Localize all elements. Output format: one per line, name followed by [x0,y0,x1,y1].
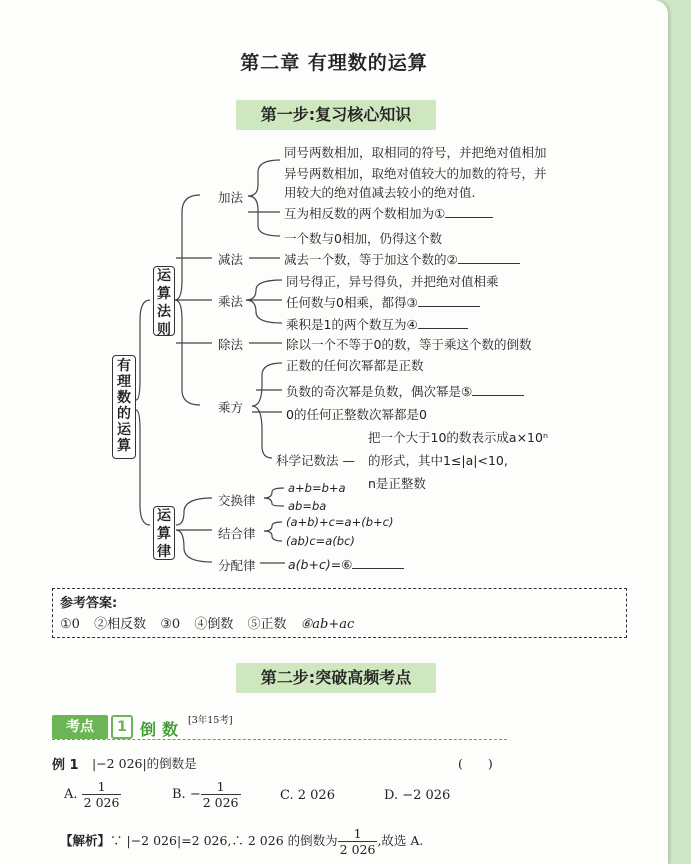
assoc-add: (a+b)+c=a+(b+c) [286,515,394,529]
add-rule-1: 同号两数相加，取相同的符号，并把绝对值相加 [284,145,547,160]
answer-item: ⑥ab+ac [300,617,355,632]
option-a[interactable]: A. $\frac{1}{2 026}$ [64,779,120,810]
answer-item: ②相反数 [94,617,147,632]
analysis-text: ∵ |−2 026|=2 026,∴ 2 026 的倒数为 [110,833,338,848]
step2-title: 第二步:突破高频考点 [260,668,412,687]
pow-rule-3: 0的任何正整数次幂都是0 [286,407,427,422]
dist-rule: a(b+c)=⑥ [288,556,404,572]
answer-item: ①0 [60,617,80,632]
sub-label: 减法 [218,252,244,267]
example-answer-paren: ( ) [458,756,493,771]
pow-label: 乘方 [218,400,244,415]
sub-rule: 减去一个数，等于加这个数的② [284,250,520,268]
mul-rule-2: 任何数与0相乘，都得③ [286,293,480,311]
comm-mul: ab=ba [288,499,327,513]
sci-label: 科学记数法 — [276,453,355,468]
add-rule-3: 用较大的绝对值减去较小的绝对值. [284,185,476,200]
chapter-title: 第二章 有理数的运算 [240,52,428,74]
laws-node: 运算律 [153,506,175,560]
answer-list [60,613,364,632]
div-rule: 除以一个不等于0的数，等于乘这个数的倒数 [286,337,532,352]
answer-item: ④倒数 [194,617,234,632]
option-c[interactable]: C. 2 026 [280,788,335,803]
option-d[interactable]: D. −2 026 [384,788,451,803]
step1-title: 第一步:复习核心知识 [260,105,412,124]
pow-rule-1: 正数的任何次幂都是正数 [286,358,424,373]
kaodian-title: 倒数 [140,720,185,739]
add-rule-2: 异号两数相加，取绝对值较大的加数的符号，并 [284,166,547,181]
option-b-fraction: $\frac{1}{2 026}$ [202,779,239,810]
comm-label: 交换律 [218,493,256,508]
example-question: |−2 026|的倒数是 [92,756,197,771]
kaodian-tag: 考点 [52,715,108,739]
answer-title: 参考答案: [60,596,118,611]
example-label: 例 1 [52,758,79,773]
assoc-mul: (ab)c=a(bc) [286,534,355,548]
root-node: 有理数的运算 [112,355,136,459]
analysis-conclusion: ,故选 A. [377,833,424,848]
kaodian-frequency: [3年15考] [188,715,233,726]
kaodian-number: 1 [111,715,133,739]
sci-line-2: 的形式，其中1≤|a|<10, [368,453,508,468]
add-rule-4: 互为相反数的两个数相加为① [284,204,493,222]
answer-item: ⑤正数 [247,617,287,632]
sci-line-1: 把一个大于10的数表示成a×10ⁿ [368,430,548,445]
sci-line-3: n是正整数 [368,476,426,491]
analysis-label: 【解析】 [60,833,111,848]
pow-rule-2: 负数的奇次幂是负数，偶次幂是⑤ [286,382,524,400]
mul-label: 乘法 [218,294,244,309]
assoc-label: 结合律 [218,526,256,541]
option-a-fraction: $\frac{1}{2 026}$ [83,779,120,810]
step2-banner [236,663,436,693]
analysis-fraction: $\frac{1}{2 026}$ [339,826,376,857]
option-b[interactable]: B. − $\frac{1}{2 026}$ [172,779,239,810]
answer-item: ③0 [160,617,181,632]
div-label: 除法 [218,337,244,352]
mul-rule-1: 同号得正，异号得负，并把绝对值相乘 [286,274,499,289]
add-rule-5: 一个数与0相加，仍得这个数 [284,231,442,246]
add-label: 加法 [218,190,244,205]
analysis [60,826,423,857]
mul-rule-3: 乘积是1的两个数互为④ [286,315,468,333]
dist-label: 分配律 [218,558,256,573]
rules-node: 运算法则 [153,266,175,336]
comm-add: a+b=b+a [288,481,346,495]
kaodian-divider [52,739,507,740]
